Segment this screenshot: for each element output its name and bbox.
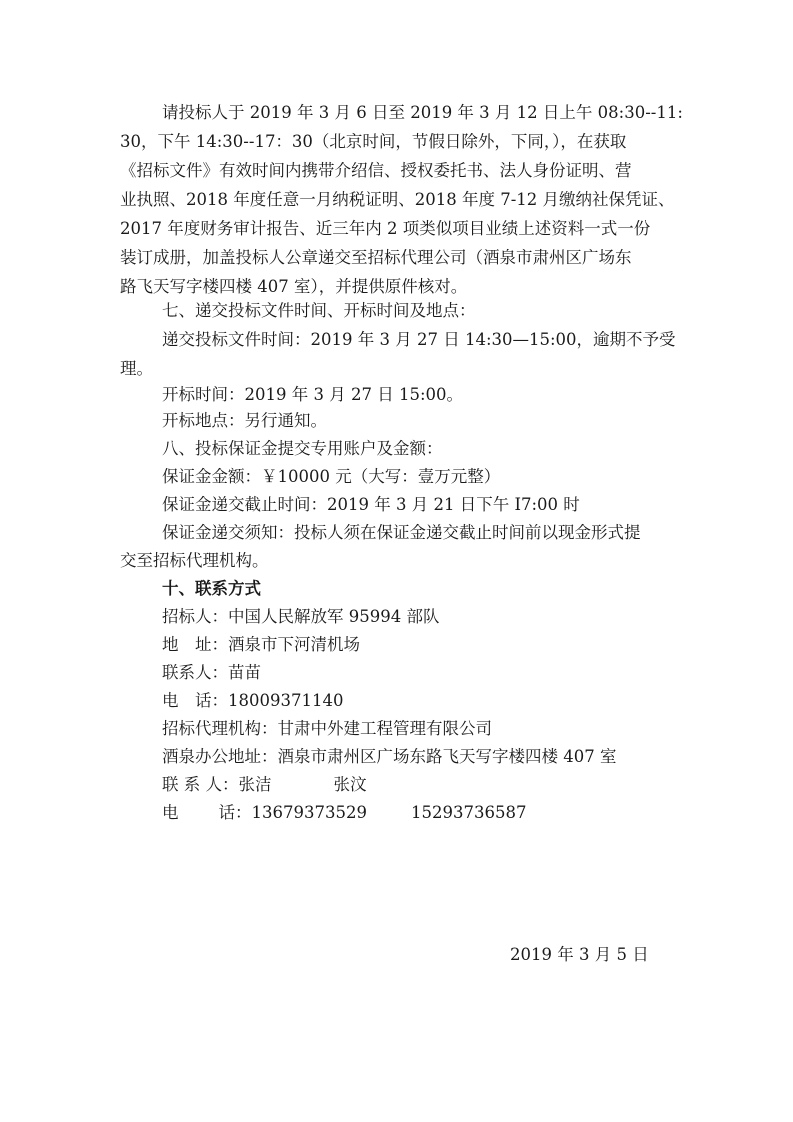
deposit-deadline: 保证金递交截止时间：2019 年 3 月 21 日下午 I7:00 时 [162, 495, 580, 514]
agency-contact-row [162, 770, 692, 799]
address-value: 酒泉市下河清机场 [228, 635, 360, 654]
submission-para-line-3: 《招标文件》有效时间内携带介绍信、授权委托书、法人身份证明、营 [120, 161, 632, 180]
submit-time-line-1: 递交投标文件时间：2019 年 3 月 27 日 14:30—15:00，逾期不予受 [162, 330, 676, 349]
phone-value: 18009371140 [228, 691, 344, 710]
deposit-amount: 保证金金额：￥10000 元（大写：壹万元整） [162, 467, 501, 486]
submission-para-line-4: 业执照、2018 年度任意一月纳税证明、2018 年度 7-12 月缴纳社保凭证、 [120, 190, 675, 209]
contact-person: 联系人：苗苗 [162, 663, 261, 682]
agency-phone-label-2: 话： [218, 803, 252, 822]
address-label: 地 址： [162, 635, 228, 654]
agency-contact-label: 联 系 人： [162, 775, 239, 794]
deposit-note-line-1: 保证金递交须知：投标人须在保证金递交截止时间前以现金形式提 [162, 523, 641, 542]
section-10-heading: 十、联系方式 [162, 579, 261, 598]
open-place: 开标地点：另行通知。 [162, 411, 327, 430]
submission-para-line-1: 请投标人于 2019 年 3 月 6 日至 2019 年 3 月 12 日上午 08:30--11: [162, 103, 683, 122]
address-row [162, 630, 692, 659]
agency-contact-2: 张汶 [333, 775, 367, 794]
tenderer: 招标人：中国人民解放军 95994 部队 [162, 607, 440, 626]
open-time: 开标时间：2019 年 3 月 27 日 15:00。 [162, 385, 464, 404]
section-8-heading: 八、投标保证金提交专用账户及金额： [162, 439, 443, 458]
office-address: 酒泉办公地址：酒泉市肃州区广场东路飞天写字楼四楼 407 室 [162, 747, 617, 766]
agency: 招标代理机构：甘肃中外建工程管理有限公司 [162, 719, 492, 738]
agency-phone-2: 15293736587 [410, 803, 527, 822]
submission-para-line-7: 路飞天写字楼四楼 407 室），并提供原件核对。 [120, 277, 468, 296]
agency-phone-1: 13679373529 [251, 803, 367, 822]
document-date: 2019 年 3 月 5 日 [510, 945, 649, 964]
submission-para-line-5: 2017 年度财务审计报告、近三年内 2 项类似项目业绩上述资料一式一份 [120, 219, 651, 238]
agency-phone-label-1: 电 [162, 803, 179, 822]
deposit-note-line-2: 交至招标代理机构。 [120, 551, 269, 570]
submit-time-line-2: 理。 [120, 359, 153, 378]
phone-label: 电 话： [162, 691, 228, 710]
submission-para-line-6: 装订成册，加盖投标人公章递交至招标代理公司（酒泉市肃州区广场东 [120, 248, 632, 267]
agency-phone-row [162, 798, 692, 827]
submission-para-line-2: 30，下午 14:30--17：30（北京时间，节假日除外，下同，），在获取 [120, 132, 627, 151]
section-7-heading: 七、递交投标文件时间、开标时间及地点： [162, 301, 476, 320]
agency-contact-1: 张洁 [238, 775, 272, 794]
phone-row [162, 686, 692, 715]
